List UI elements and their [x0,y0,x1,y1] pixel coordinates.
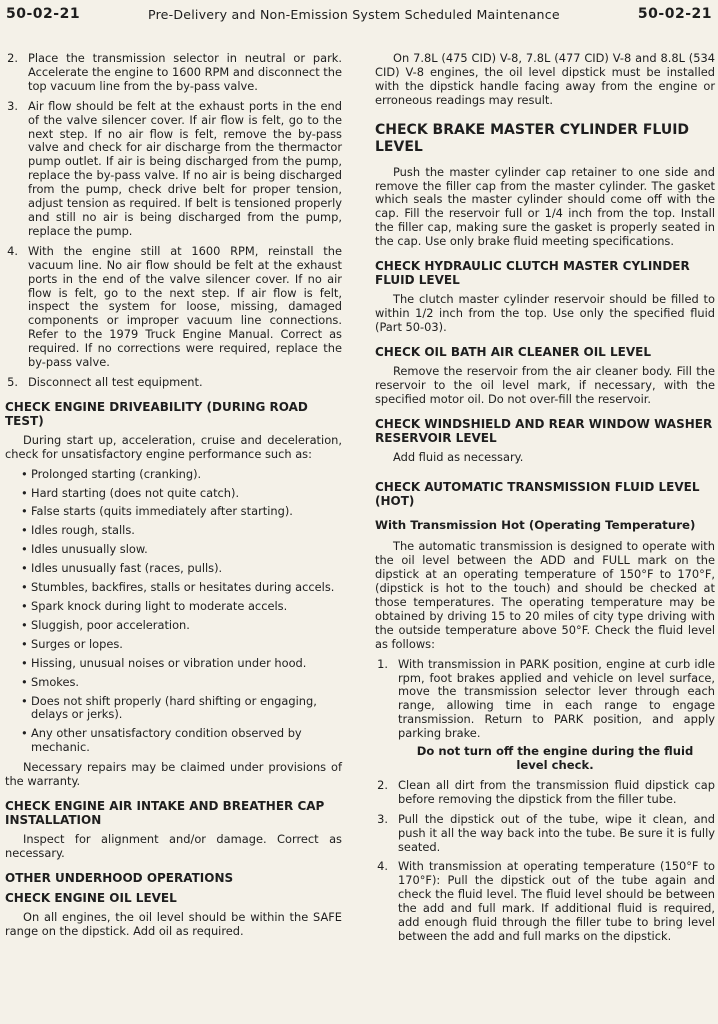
section-heading-washer: CHECK WINDSHIELD AND REAR WINDOW WASHER RESERVOIR LEVEL [375,416,713,445]
step-text: With the engine still at 1600 RPM, reinstall the vacuum line. No air flow should be felt at the exhaust ports in the end of the valve silencer cover. If no air flow is felt, go to the next step. If air flow is felt, inspect the system for loose, missing, damaged components or improper vacuum line connections. Refer to the 1979 Truck Engine Manual. Correct as required. If no corrections were required, replace the by-pass valve. [28,243,342,370]
paragraph: Necessary repairs may be claimed under provisions of the warranty. [5,760,342,789]
step-item [375,860,715,943]
step-number: 1. [377,656,388,671]
warning-note: Do not turn off the engine during the fluid level check. [416,744,694,772]
step-text: Clean all dirt from the transmission fluid dipstick cap before removing the dipstick from the filler tube. [398,777,715,806]
section-heading-oil-level: CHECK ENGINE OIL LEVEL [5,890,177,905]
step-item [5,376,342,390]
list-item: • Any other unsatisfactory condition observed by mechanic. [5,727,342,755]
step-item [5,245,342,370]
list-item: • Spark knock during light to moderate accels. [5,600,342,614]
step-number: 4. [377,859,388,874]
paragraph: Remove the reservoir from the air cleaner body. Fill the reservoir to the oil level mark, if necessary, with the specified motor oil. Do not over-fill the reservoir. [375,363,715,406]
step-number: 3. [377,811,388,826]
list-item: • Smokes. [5,676,342,690]
step-number: 2. [7,51,18,65]
step-number: 3. [7,98,18,113]
step-item [5,100,342,239]
paragraph: On 7.8L (475 CID) V-8, 7.8L (477 CID) V-8 and 8.8L (534 CID) V-8 engines, the oil level dipstick must be installed with the dipstick handle facing away from the engine or erroneous readings may result. [375,51,715,107]
symptom-list [5,468,342,756]
paragraph: Push the master cylinder cap retainer to one side and remove the filler cap from the master cylinder. The gasket which seals the master cylinder should come off with the cap. Fill the reservoir full or 1/4 inch from the top. Install the filler cap, making sure the gasket is properly seated in the cap. Use only brake fluid meeting specifications. [375,164,715,249]
list-item: • Hard starting (does not quite catch). [5,487,342,501]
list-item: • Idles unusually fast (races, pulls). [5,562,342,576]
list-item: • Idles rough, stalls. [5,524,342,538]
step-item [5,52,342,94]
step-number: 5. [7,374,18,389]
list-item: • Hissing, unusual noises or vibration under hood. [5,657,342,671]
left-column [5,52,342,945]
section-heading-brake: CHECK BRAKE MASTER CYLINDER FLUID LEVEL [375,121,690,155]
list-item: • Idles unusually slow. [5,543,342,557]
step-text: With transmission in PARK position, engine at curb idle rpm, foot brakes applied and vehicle on level surface, move the transmission selector lever through each range, allowing time in each range to engage transmission. Return to PARK position, and apply parking brake. [398,656,715,741]
page-title: Pre-Delivery and Non-Emission System Scheduled Maintenance [148,7,560,22]
step-number: 2. [377,777,388,792]
page-number-left: 50-02-21 [6,6,81,22]
list-item: • Sluggish, poor acceleration. [5,619,342,633]
step-item [375,813,715,855]
right-column [375,52,715,950]
section-heading-driveability: CHECK ENGINE DRIVEABILITY (DURING ROAD TEST) [5,399,308,428]
list-item: • Prolonged starting (cranking). [5,468,342,482]
section-heading-clutch: CHECK HYDRAULIC CLUTCH MASTER CYLINDER FLUID LEVEL [375,259,690,288]
paragraph: Add fluid as necessary. [393,449,524,464]
section-heading-air-intake: CHECK ENGINE AIR INTAKE AND BREATHER CAP INSTALLATION [5,798,325,827]
list-item: • Stumbles, backfires, stalls or hesitates during accels. [5,581,342,595]
paragraph: During start up, acceleration, cruise and deceleration, check for unsatisfactory engine performance such as: [5,432,342,461]
step-text: Disconnect all test equipment. [28,374,203,389]
section-heading-oil-bath: CHECK OIL BATH AIR CLEANER OIL LEVEL [375,344,651,359]
step-number: 4. [7,243,18,258]
list-item: • Does not shift properly (hard shifting or engaging, delays or jerks). [5,695,342,723]
paragraph: The automatic transmission is designed to operate with the oil level between the ADD and FULL mark on the dipstick at an operating temperature of 150°F to 170°F, (dipstick is hot to the touch) and should be checked at those temperatures. The operating temperature may be obtained by driving 15 to 20 miles of city type driving with the outside temperature above 50°F. Check the fluid level as follows: [375,539,715,651]
step-item [375,779,715,807]
list-item: • Surges or lopes. [5,638,342,652]
section-heading-underhood: OTHER UNDERHOOD OPERATIONS [5,870,234,885]
step-text: With transmission at operating temperature (150°F to 170°F): Pull the dipstick out of the tube again and check the fluid level. The fluid level should be between the add and full mark. If additional fluid is required, add enough fluid through the filler tube to bring level between the add and full marks on the dipstick. [398,859,715,943]
page-number-right: 50-02-21 [637,6,712,22]
paragraph: The clutch master cylinder reservoir should be filled to within 1/2 inch from the top. Use only the specified fluid (Part 50-03). [375,292,715,334]
subheading-transmission-hot: With Transmission Hot (Operating Temperature) [375,518,696,533]
list-item: • False starts (quits immediately after starting). [5,505,342,519]
section-heading-transmission: CHECK AUTOMATIC TRANSMISSION FLUID LEVEL (HOT) [375,480,700,509]
step-text: Place the transmission selector in neutral or park. Accelerate the engine to 1600 RPM and disconnect the top vacuum line from the by-pass valve. [28,51,342,93]
paragraph: On all engines, the oil level should be within the SAFE range on the dipstick. Add oil as required. [5,909,342,938]
step-text: Pull the dipstick out of the tube, wipe it clean, and push it all the way back into the tube. Be sure it is fully seated. [398,811,715,854]
paragraph: Inspect for alignment and/or damage. Correct as necessary. [5,831,342,860]
step-text: Air flow should be felt at the exhaust ports in the end of the valve silencer cover. If air flow is felt, go to the next step. If no air flow is felt, remove the by-pass valve and check for air discharge from the thermactor pump outlet. If air is being discharged from the pump, replace the by-pass valve. If no air is being discharged from the pump, check drive belt for proper tension, adjust tension as required. If belt is tensioned properly and still no air is being discharged from the pump, replace the pump. [28,98,342,238]
step-item [375,658,715,741]
page-header [0,6,718,28]
